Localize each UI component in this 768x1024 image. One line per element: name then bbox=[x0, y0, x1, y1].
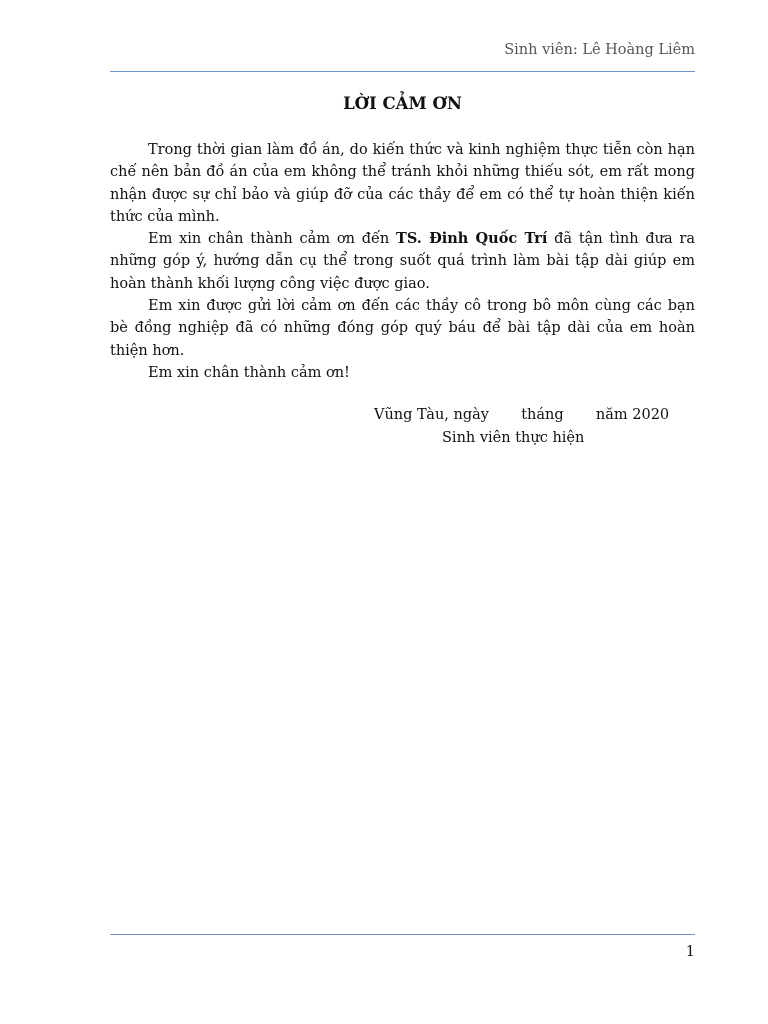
header-student-name: Sinh viên: Lê Hoàng Liêm bbox=[504, 42, 695, 58]
paragraph-2-rest: đã tận tình đưa ra những góp ý, hướng dẫn cụ thể trong suốt quá trình làm bài tập dài giúp em hoàn thành khối lượng công việc được giao. bbox=[110, 231, 695, 292]
paragraph-1: Trong thời gian làm đồ án, do kiến thức và kinh nghiệm thực tiễn còn hạn chế nên bản đồ án của em không thể tránh khỏi những thiếu sót, em rất mong nhận được sự chỉ bảo và giúp đỡ của các thầy để em có thể tự hoàn thiện kiến thức của mình. bbox=[110, 142, 695, 225]
page-title: LỜI CẢM ƠN bbox=[343, 94, 462, 113]
advisor-name: TS. Đinh Quốc Trí bbox=[396, 230, 548, 248]
footer-divider bbox=[110, 934, 695, 935]
body-text bbox=[110, 139, 695, 384]
signature-role: Sinh viên thực hiện bbox=[442, 430, 585, 446]
signature-block bbox=[374, 404, 669, 450]
paragraph-4: Em xin chân thành cảm ơn! bbox=[148, 364, 350, 381]
paragraph-2 bbox=[110, 228, 695, 295]
header-divider bbox=[110, 71, 695, 72]
paragraph-3: Em xin được gửi lời cảm ơn đến các thầy cô trong bô môn cùng các bạn bè đồng nghiệp đã có những đóng góp quý báu để bài tập dài của em hoàn thiện hơn. bbox=[110, 298, 695, 359]
signature-place-date: Vũng Tàu, ngày tháng năm 2020 bbox=[374, 407, 670, 423]
paragraph-2-intro: Em xin chân thành cảm ơn đến bbox=[148, 231, 397, 248]
page-number: 1 bbox=[685, 944, 695, 960]
